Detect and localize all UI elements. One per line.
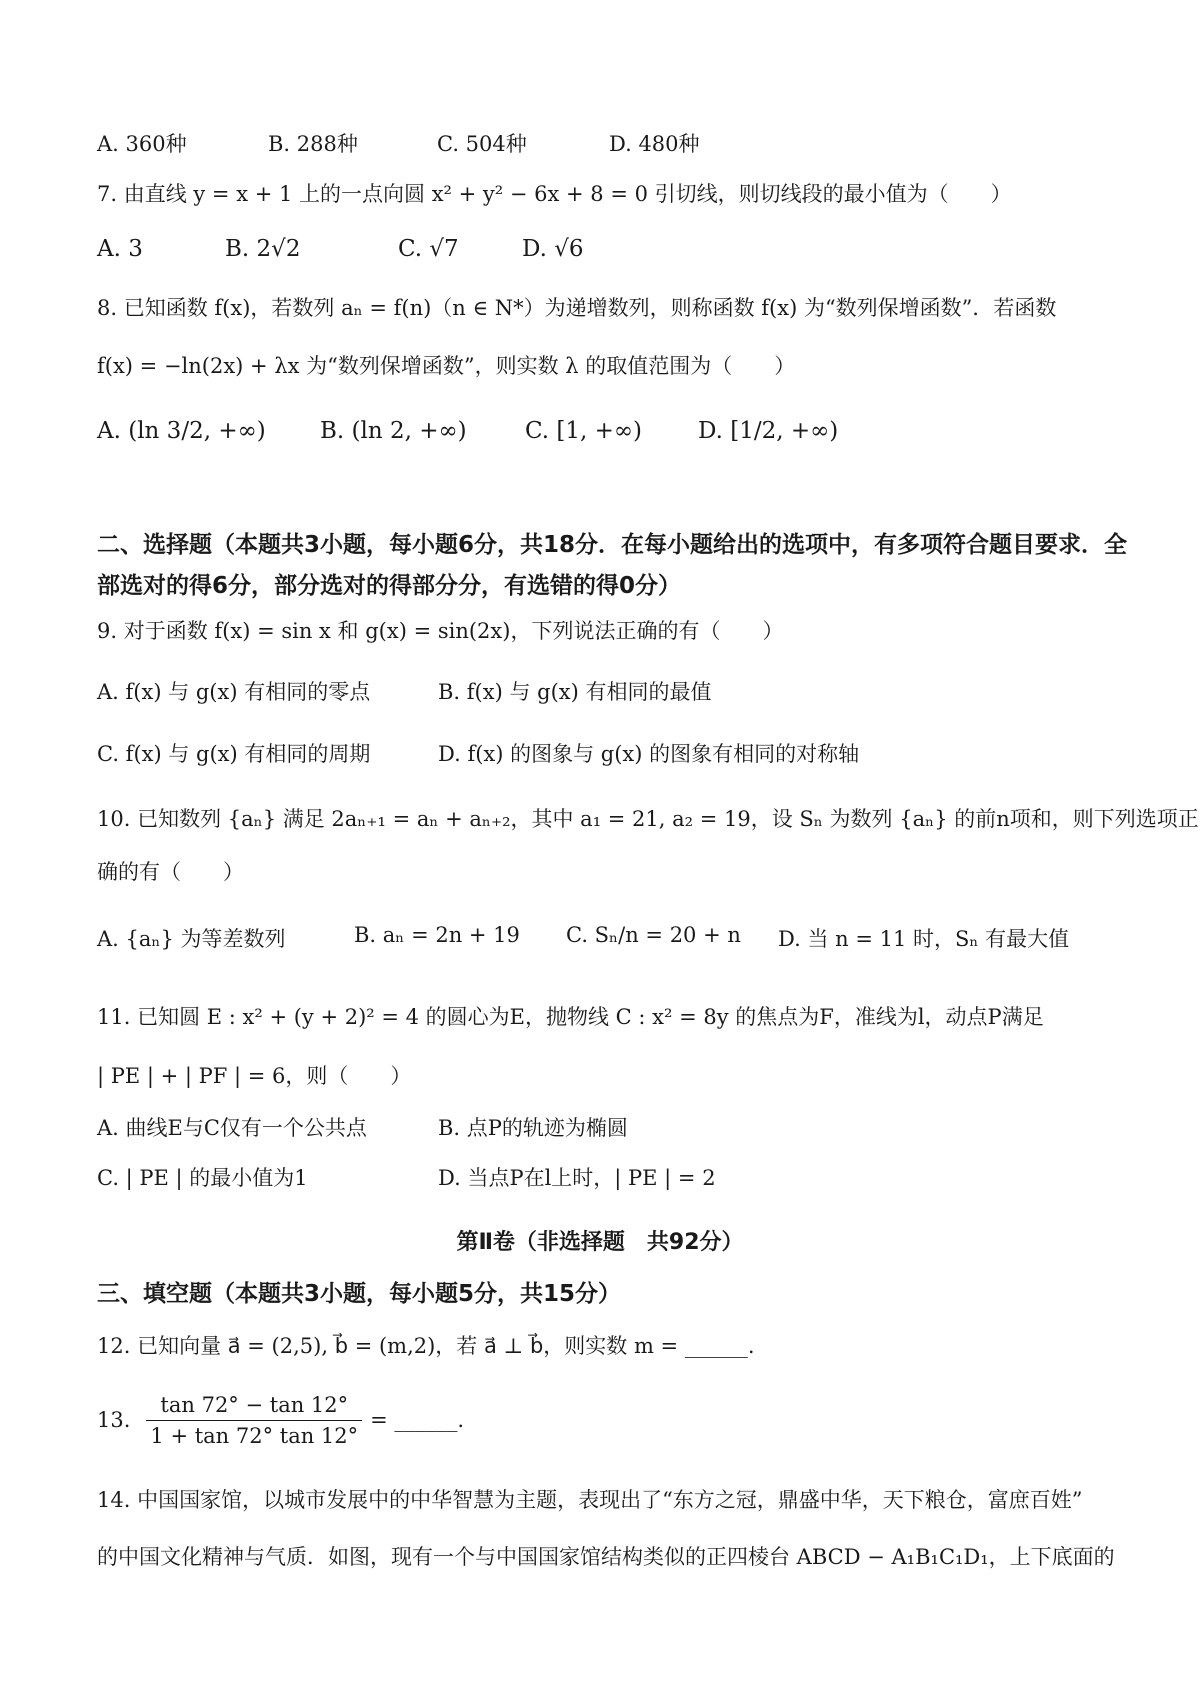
part2-title: 第Ⅱ卷（非选择题 共92分）	[456, 1230, 744, 1255]
q13-fraction	[146, 1393, 362, 1448]
q7-stem: 7. 由直线 y = x + 1 上的一点向圆 x² + y² − 6x + 8 = 0 引切线，则切线段的最小值为（ ）	[97, 182, 1012, 206]
q10-stem-line2: 确的有（ ）	[97, 860, 244, 884]
q11-option-c: C. | PE | 的最小值为1	[97, 1166, 308, 1190]
q9-option-c: C. f(x) 与 g(x) 有相同的周期	[97, 742, 371, 766]
q11-stem-line2: | PE | + | PF | = 6，则（ ）	[97, 1064, 412, 1088]
q9-option-a: A. f(x) 与 g(x) 有相同的零点	[97, 680, 371, 704]
q14-line2: 的中国文化精神与气质．如图，现有一个与中国国家馆结构类似的正四棱台 ABCD − A₁B₁C₁D₁，上下底面的	[97, 1545, 1115, 1569]
q6-option-a: A. 360种	[97, 132, 187, 156]
q10-option-d: D. 当 n = 11 时，Sₙ 有最大值	[778, 927, 1070, 951]
q8-option-c: C. [1, +∞)	[525, 418, 643, 444]
q14-line1: 14. 中国国家馆，以城市发展中的中华智慧为主题，表现出了“东方之冠，鼎盛中华，天下粮仓，富庶百姓”	[97, 1488, 1083, 1512]
q11-option-a: A. 曲线E与C仅有一个公共点	[97, 1116, 367, 1140]
q13-tail: = ______.	[370, 1408, 465, 1432]
section2-heading-line2: 部选对的得6分，部分选对的得部分分，有选错的得0分）	[97, 573, 682, 599]
q10-option-b: B. aₙ = 2n + 19	[354, 923, 520, 947]
q7-option-a: A. 3	[97, 236, 143, 262]
q8-option-b: B. (ln 2, +∞)	[320, 418, 467, 444]
q10-option-a: A. {aₙ} 为等差数列	[97, 927, 286, 951]
q8-option-a: A. (ln 3/2, +∞)	[97, 418, 266, 444]
q7-option-b: B. 2√2	[225, 236, 301, 262]
q11-stem-line1: 11. 已知圆 E : x² + (y + 2)² = 4 的圆心为E，抛物线 C : x² = 8y 的焦点为F，准线为l，动点P满足	[97, 1005, 1044, 1029]
q13-expression	[97, 1385, 464, 1455]
q9-stem: 9. 对于函数 f(x) = sin x 和 g(x) = sin(2x)，下列说法正确的有（ ）	[97, 619, 784, 643]
section3-heading: 三、填空题（本题共3小题，每小题5分，共15分）	[97, 1281, 622, 1307]
q10-option-c: C. Sₙ/n = 20 + n	[566, 923, 741, 947]
q10-stem-line1: 10. 已知数列 {aₙ} 满足 2aₙ₊₁ = aₙ + aₙ₊₂，其中 a₁ = 21, a₂ = 19，设 Sₙ 为数列 {aₙ} 的前n项和，则下列选项正	[97, 807, 1199, 831]
q6-option-c: C. 504种	[437, 132, 527, 156]
q8-stem-line1: 8. 已知函数 f(x)，若数列 aₙ = f(n)（n ∈ N*）为递增数列，则称函数 f(x) 为“数列保增函数”．若函数	[97, 296, 1057, 320]
q6-option-b: B. 288种	[268, 132, 358, 156]
q13-numerator: tan 72° − tan 12°	[160, 1392, 349, 1417]
q8-stem-line2: f(x) = −ln(2x) + λx 为“数列保增函数”，则实数 λ 的取值范围为（ ）	[97, 354, 796, 378]
q11-option-d: D. 当点P在l上时，| PE | = 2	[438, 1166, 716, 1190]
q13-denominator: 1 + tan 72° tan 12°	[150, 1423, 359, 1448]
q9-option-d: D. f(x) 的图象与 g(x) 的图象有相同的对称轴	[438, 742, 860, 766]
q7-option-d: D. √6	[522, 236, 584, 262]
q12-stem: 12. 已知向量 a⃗ = (2,5), b⃗ = (m,2)，若 a⃗ ⊥ b⃗，则实数 m = ______.	[97, 1334, 755, 1358]
q9-option-b: B. f(x) 与 g(x) 有相同的最值	[438, 680, 712, 704]
q11-option-b: B. 点P的轨迹为椭圆	[438, 1116, 628, 1140]
q13-label: 13.	[97, 1408, 131, 1432]
q6-option-d: D. 480种	[609, 132, 700, 156]
q8-option-d: D. [1/2, +∞)	[698, 418, 839, 444]
q7-option-c: C. √7	[398, 236, 459, 262]
section2-heading-line1: 二、选择题（本题共3小题，每小题6分，共18分．在每小题给出的选项中，有多项符合题目要求．全	[97, 532, 1128, 558]
